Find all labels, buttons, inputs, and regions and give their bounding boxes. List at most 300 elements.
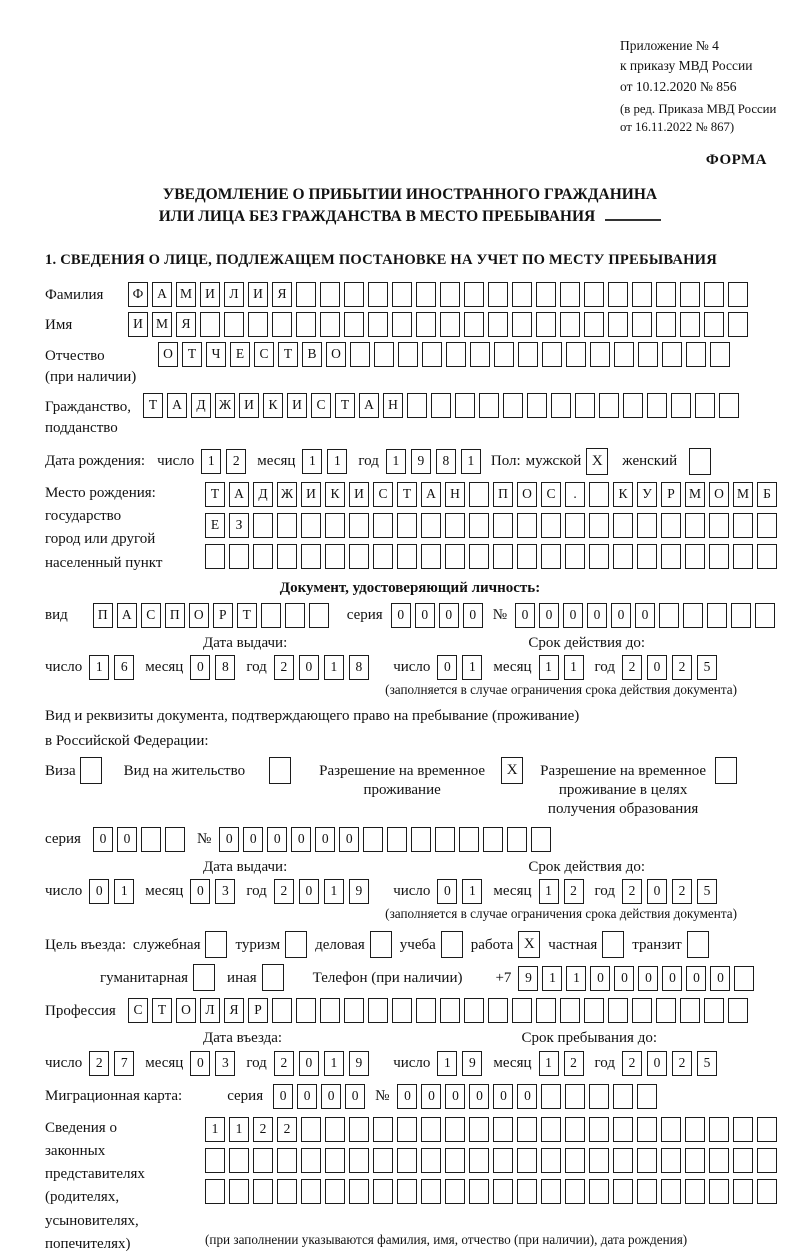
char-cell[interactable]: И xyxy=(239,393,259,418)
month-cell[interactable]: 1 xyxy=(539,879,559,904)
char-cell[interactable] xyxy=(613,1148,633,1173)
month-cell[interactable]: 0 xyxy=(190,879,210,904)
char-cell[interactable] xyxy=(589,1148,609,1173)
char-cell[interactable] xyxy=(421,1179,441,1204)
char-cell[interactable] xyxy=(479,393,499,418)
char-cell[interactable] xyxy=(637,1148,657,1173)
char-cell[interactable]: С xyxy=(311,393,331,418)
purpose-option-checkbox[interactable] xyxy=(262,964,284,991)
char-cell[interactable] xyxy=(397,513,417,538)
char-cell[interactable] xyxy=(488,312,508,337)
char-cell[interactable] xyxy=(656,998,676,1023)
char-cell[interactable] xyxy=(272,312,292,337)
char-cell[interactable] xyxy=(469,482,489,507)
visa-checkbox[interactable] xyxy=(80,757,102,784)
char-cell[interactable]: И xyxy=(128,312,148,337)
year-cell[interactable]: 9 xyxy=(411,449,431,474)
char-cell[interactable]: Т xyxy=(143,393,163,418)
year-cell[interactable]: 9 xyxy=(349,879,369,904)
char-cell[interactable] xyxy=(296,312,316,337)
purpose-option-checkbox[interactable]: X xyxy=(518,931,540,958)
char-cell[interactable]: 0 xyxy=(339,827,359,852)
char-cell[interactable] xyxy=(685,1117,705,1142)
char-cell[interactable] xyxy=(575,393,595,418)
month-cell[interactable]: 3 xyxy=(215,1051,235,1076)
char-cell[interactable] xyxy=(165,827,185,852)
char-cell[interactable] xyxy=(320,282,340,307)
char-cell[interactable]: П xyxy=(493,482,513,507)
char-cell[interactable] xyxy=(277,1179,297,1204)
char-cell[interactable] xyxy=(469,1148,489,1173)
day-cell[interactable]: 1 xyxy=(462,655,482,680)
char-cell[interactable] xyxy=(440,282,460,307)
char-cell[interactable] xyxy=(277,544,297,569)
char-cell[interactable] xyxy=(296,998,316,1023)
day-cell[interactable]: 0 xyxy=(437,879,457,904)
char-cell[interactable]: И xyxy=(248,282,268,307)
char-cell[interactable] xyxy=(661,1117,681,1142)
char-cell[interactable] xyxy=(728,998,748,1023)
char-cell[interactable]: С xyxy=(141,603,161,628)
char-cell[interactable]: А xyxy=(359,393,379,418)
char-cell[interactable] xyxy=(590,342,610,367)
char-cell[interactable] xyxy=(440,312,460,337)
char-cell[interactable] xyxy=(301,1148,321,1173)
char-cell[interactable]: В xyxy=(302,342,322,367)
char-cell[interactable]: З xyxy=(229,513,249,538)
char-cell[interactable] xyxy=(229,1179,249,1204)
year-cell[interactable]: 1 xyxy=(461,449,481,474)
char-cell[interactable]: Р xyxy=(213,603,233,628)
year-cell[interactable]: 0 xyxy=(647,1051,667,1076)
char-cell[interactable]: 0 xyxy=(445,1084,465,1109)
char-cell[interactable]: П xyxy=(165,603,185,628)
char-cell[interactable]: А xyxy=(152,282,172,307)
char-cell[interactable]: А xyxy=(167,393,187,418)
char-cell[interactable] xyxy=(541,513,561,538)
char-cell[interactable]: Т xyxy=(205,482,225,507)
char-cell[interactable] xyxy=(253,1179,273,1204)
char-cell[interactable]: Л xyxy=(200,998,220,1023)
char-cell[interactable] xyxy=(709,1179,729,1204)
char-cell[interactable] xyxy=(374,342,394,367)
char-cell[interactable] xyxy=(704,282,724,307)
char-cell[interactable] xyxy=(541,1179,561,1204)
char-cell[interactable] xyxy=(205,1179,225,1204)
char-cell[interactable]: 0 xyxy=(267,827,287,852)
char-cell[interactable] xyxy=(469,513,489,538)
char-cell[interactable] xyxy=(416,998,436,1023)
char-cell[interactable] xyxy=(608,312,628,337)
year-cell[interactable]: 5 xyxy=(697,1051,717,1076)
char-cell[interactable] xyxy=(503,393,523,418)
char-cell[interactable] xyxy=(536,998,556,1023)
char-cell[interactable]: 0 xyxy=(539,603,559,628)
char-cell[interactable] xyxy=(728,312,748,337)
char-cell[interactable] xyxy=(435,827,455,852)
char-cell[interactable]: Е xyxy=(230,342,250,367)
char-cell[interactable] xyxy=(632,282,652,307)
char-cell[interactable] xyxy=(632,312,652,337)
char-cell[interactable] xyxy=(445,544,465,569)
year-cell[interactable]: 5 xyxy=(697,879,717,904)
char-cell[interactable]: И xyxy=(287,393,307,418)
char-cell[interactable] xyxy=(695,393,715,418)
char-cell[interactable] xyxy=(141,827,161,852)
char-cell[interactable] xyxy=(470,342,490,367)
char-cell[interactable] xyxy=(632,998,652,1023)
char-cell[interactable]: А xyxy=(117,603,137,628)
char-cell[interactable] xyxy=(320,998,340,1023)
year-cell[interactable]: 2 xyxy=(672,879,692,904)
char-cell[interactable]: Ф xyxy=(128,282,148,307)
char-cell[interactable] xyxy=(493,1148,513,1173)
char-cell[interactable] xyxy=(566,342,586,367)
char-cell[interactable] xyxy=(421,544,441,569)
char-cell[interactable] xyxy=(285,603,305,628)
char-cell[interactable] xyxy=(512,998,532,1023)
char-cell[interactable] xyxy=(560,312,580,337)
char-cell[interactable] xyxy=(637,513,657,538)
char-cell[interactable] xyxy=(757,1148,777,1173)
char-cell[interactable] xyxy=(397,544,417,569)
char-cell[interactable]: Ч xyxy=(206,342,226,367)
month-cell[interactable]: 1 xyxy=(539,655,559,680)
char-cell[interactable]: 0 xyxy=(635,603,655,628)
char-cell[interactable]: 0 xyxy=(611,603,631,628)
char-cell[interactable] xyxy=(541,1117,561,1142)
char-cell[interactable] xyxy=(685,513,705,538)
char-cell[interactable] xyxy=(512,282,532,307)
char-cell[interactable]: О xyxy=(326,342,346,367)
char-cell[interactable] xyxy=(709,513,729,538)
char-cell[interactable] xyxy=(464,282,484,307)
char-cell[interactable] xyxy=(229,1148,249,1173)
char-cell[interactable]: Ж xyxy=(277,482,297,507)
year-cell[interactable]: 8 xyxy=(349,655,369,680)
char-cell[interactable] xyxy=(325,513,345,538)
char-cell[interactable]: 0 xyxy=(463,603,483,628)
char-cell[interactable]: Т xyxy=(182,342,202,367)
char-cell[interactable] xyxy=(589,1179,609,1204)
month-cell[interactable]: 8 xyxy=(215,655,235,680)
char-cell[interactable] xyxy=(565,1117,585,1142)
day-cell[interactable]: 2 xyxy=(89,1051,109,1076)
char-cell[interactable] xyxy=(296,282,316,307)
char-cell[interactable]: 0 xyxy=(415,603,435,628)
char-cell[interactable]: У xyxy=(637,482,657,507)
month-cell[interactable]: 2 xyxy=(564,1051,584,1076)
year-cell[interactable]: 0 xyxy=(299,879,319,904)
char-cell[interactable] xyxy=(397,1117,417,1142)
year-cell[interactable]: 0 xyxy=(299,655,319,680)
purpose-option-checkbox[interactable] xyxy=(441,931,463,958)
char-cell[interactable] xyxy=(368,282,388,307)
char-cell[interactable]: Е xyxy=(205,513,225,538)
char-cell[interactable] xyxy=(589,1084,609,1109)
char-cell[interactable]: 0 xyxy=(710,966,730,991)
char-cell[interactable] xyxy=(445,1148,465,1173)
char-cell[interactable]: М xyxy=(176,282,196,307)
char-cell[interactable] xyxy=(560,998,580,1023)
purpose-option-checkbox[interactable] xyxy=(370,931,392,958)
char-cell[interactable]: О xyxy=(158,342,178,367)
char-cell[interactable] xyxy=(680,312,700,337)
day-cell[interactable]: 1 xyxy=(114,879,134,904)
day-cell[interactable]: 7 xyxy=(114,1051,134,1076)
char-cell[interactable] xyxy=(397,1179,417,1204)
char-cell[interactable] xyxy=(309,603,329,628)
char-cell[interactable] xyxy=(344,282,364,307)
char-cell[interactable] xyxy=(623,393,643,418)
char-cell[interactable] xyxy=(709,1117,729,1142)
char-cell[interactable]: 0 xyxy=(291,827,311,852)
char-cell[interactable]: М xyxy=(152,312,172,337)
month-cell[interactable]: 2 xyxy=(564,879,584,904)
char-cell[interactable] xyxy=(637,1117,657,1142)
char-cell[interactable] xyxy=(707,603,727,628)
char-cell[interactable] xyxy=(325,1179,345,1204)
char-cell[interactable] xyxy=(661,544,681,569)
char-cell[interactable] xyxy=(387,827,407,852)
char-cell[interactable]: Т xyxy=(237,603,257,628)
char-cell[interactable] xyxy=(277,1148,297,1173)
char-cell[interactable] xyxy=(685,1148,705,1173)
char-cell[interactable] xyxy=(205,544,225,569)
purpose-option-checkbox[interactable] xyxy=(285,931,307,958)
char-cell[interactable] xyxy=(613,1117,633,1142)
month-cell[interactable]: 0 xyxy=(190,655,210,680)
char-cell[interactable]: 0 xyxy=(297,1084,317,1109)
char-cell[interactable] xyxy=(757,1179,777,1204)
char-cell[interactable]: К xyxy=(613,482,633,507)
char-cell[interactable] xyxy=(637,1179,657,1204)
char-cell[interactable] xyxy=(445,1179,465,1204)
char-cell[interactable]: И xyxy=(349,482,369,507)
char-cell[interactable] xyxy=(397,1148,417,1173)
char-cell[interactable] xyxy=(704,998,724,1023)
char-cell[interactable] xyxy=(416,312,436,337)
year-cell[interactable]: 2 xyxy=(622,879,642,904)
char-cell[interactable]: К xyxy=(325,482,345,507)
char-cell[interactable] xyxy=(719,393,739,418)
char-cell[interactable]: Б xyxy=(757,482,777,507)
year-cell[interactable]: 1 xyxy=(386,449,406,474)
char-cell[interactable]: 0 xyxy=(638,966,658,991)
char-cell[interactable] xyxy=(507,827,527,852)
char-cell[interactable]: Я xyxy=(176,312,196,337)
char-cell[interactable]: 2 xyxy=(253,1117,273,1142)
char-cell[interactable] xyxy=(647,393,667,418)
char-cell[interactable]: 1 xyxy=(229,1117,249,1142)
char-cell[interactable] xyxy=(709,544,729,569)
month-cell[interactable]: 1 xyxy=(564,655,584,680)
char-cell[interactable]: 0 xyxy=(421,1084,441,1109)
char-cell[interactable] xyxy=(662,342,682,367)
char-cell[interactable] xyxy=(710,342,730,367)
char-cell[interactable] xyxy=(731,603,751,628)
char-cell[interactable]: . xyxy=(565,482,585,507)
char-cell[interactable] xyxy=(659,603,679,628)
year-cell[interactable]: 8 xyxy=(436,449,456,474)
char-cell[interactable] xyxy=(455,393,475,418)
char-cell[interactable] xyxy=(373,1148,393,1173)
char-cell[interactable] xyxy=(683,603,703,628)
month-cell[interactable]: 3 xyxy=(215,879,235,904)
year-cell[interactable]: 1 xyxy=(324,879,344,904)
char-cell[interactable] xyxy=(638,342,658,367)
char-cell[interactable] xyxy=(613,513,633,538)
char-cell[interactable] xyxy=(392,282,412,307)
char-cell[interactable] xyxy=(301,544,321,569)
char-cell[interactable] xyxy=(541,1148,561,1173)
day-cell[interactable]: 0 xyxy=(437,655,457,680)
char-cell[interactable] xyxy=(517,1148,537,1173)
year-cell[interactable]: 9 xyxy=(349,1051,369,1076)
char-cell[interactable] xyxy=(398,342,418,367)
char-cell[interactable] xyxy=(349,1179,369,1204)
char-cell[interactable] xyxy=(411,827,431,852)
char-cell[interactable] xyxy=(709,1148,729,1173)
char-cell[interactable] xyxy=(325,1117,345,1142)
char-cell[interactable] xyxy=(517,513,537,538)
char-cell[interactable] xyxy=(608,998,628,1023)
year-cell[interactable]: 2 xyxy=(274,655,294,680)
char-cell[interactable]: О xyxy=(189,603,209,628)
char-cell[interactable]: Д xyxy=(253,482,273,507)
char-cell[interactable] xyxy=(488,998,508,1023)
char-cell[interactable] xyxy=(565,1148,585,1173)
year-cell[interactable]: 2 xyxy=(672,655,692,680)
char-cell[interactable] xyxy=(757,513,777,538)
char-cell[interactable]: 0 xyxy=(345,1084,365,1109)
month-cell[interactable]: 1 xyxy=(327,449,347,474)
char-cell[interactable] xyxy=(551,393,571,418)
char-cell[interactable] xyxy=(373,1117,393,1142)
char-cell[interactable] xyxy=(589,482,609,507)
purpose-option-checkbox[interactable] xyxy=(602,931,624,958)
char-cell[interactable] xyxy=(733,1117,753,1142)
char-cell[interactable] xyxy=(584,312,604,337)
char-cell[interactable] xyxy=(469,1179,489,1204)
char-cell[interactable] xyxy=(253,544,273,569)
char-cell[interactable] xyxy=(680,282,700,307)
char-cell[interactable] xyxy=(493,544,513,569)
char-cell[interactable] xyxy=(733,1179,753,1204)
char-cell[interactable]: Т xyxy=(278,342,298,367)
char-cell[interactable] xyxy=(531,827,551,852)
char-cell[interactable] xyxy=(272,998,292,1023)
char-cell[interactable] xyxy=(373,544,393,569)
year-cell[interactable]: 2 xyxy=(274,1051,294,1076)
char-cell[interactable]: Н xyxy=(445,482,465,507)
char-cell[interactable] xyxy=(613,544,633,569)
purpose-option-checkbox[interactable] xyxy=(687,931,709,958)
year-cell[interactable]: 0 xyxy=(647,655,667,680)
char-cell[interactable] xyxy=(757,1117,777,1142)
char-cell[interactable] xyxy=(248,312,268,337)
char-cell[interactable] xyxy=(421,513,441,538)
char-cell[interactable]: С xyxy=(373,482,393,507)
char-cell[interactable]: И xyxy=(301,482,321,507)
month-cell[interactable]: 0 xyxy=(190,1051,210,1076)
char-cell[interactable]: М xyxy=(685,482,705,507)
char-cell[interactable]: Р xyxy=(661,482,681,507)
char-cell[interactable] xyxy=(656,312,676,337)
char-cell[interactable] xyxy=(392,312,412,337)
char-cell[interactable] xyxy=(392,998,412,1023)
year-cell[interactable]: 2 xyxy=(622,655,642,680)
char-cell[interactable] xyxy=(224,312,244,337)
char-cell[interactable]: 9 xyxy=(518,966,538,991)
month-cell[interactable]: 1 xyxy=(539,1051,559,1076)
char-cell[interactable] xyxy=(733,1148,753,1173)
char-cell[interactable]: 0 xyxy=(515,603,535,628)
char-cell[interactable]: Т xyxy=(152,998,172,1023)
char-cell[interactable] xyxy=(320,312,340,337)
char-cell[interactable] xyxy=(728,282,748,307)
char-cell[interactable] xyxy=(349,544,369,569)
char-cell[interactable]: О xyxy=(709,482,729,507)
char-cell[interactable] xyxy=(373,513,393,538)
day-cell[interactable]: 2 xyxy=(226,449,246,474)
day-cell[interactable]: 9 xyxy=(462,1051,482,1076)
char-cell[interactable] xyxy=(416,282,436,307)
char-cell[interactable] xyxy=(301,1179,321,1204)
char-cell[interactable]: О xyxy=(517,482,537,507)
char-cell[interactable]: 1 xyxy=(566,966,586,991)
char-cell[interactable]: Л xyxy=(224,282,244,307)
char-cell[interactable]: 0 xyxy=(662,966,682,991)
char-cell[interactable] xyxy=(494,342,514,367)
char-cell[interactable] xyxy=(349,1117,369,1142)
char-cell[interactable] xyxy=(661,1179,681,1204)
char-cell[interactable] xyxy=(613,1084,633,1109)
char-cell[interactable] xyxy=(541,1084,561,1109)
char-cell[interactable]: Д xyxy=(191,393,211,418)
year-cell[interactable]: 0 xyxy=(647,879,667,904)
day-cell[interactable]: 1 xyxy=(201,449,221,474)
char-cell[interactable] xyxy=(493,513,513,538)
char-cell[interactable]: С xyxy=(128,998,148,1023)
char-cell[interactable]: 0 xyxy=(469,1084,489,1109)
char-cell[interactable] xyxy=(704,312,724,337)
year-cell[interactable]: 0 xyxy=(299,1051,319,1076)
char-cell[interactable] xyxy=(350,342,370,367)
char-cell[interactable] xyxy=(253,1148,273,1173)
char-cell[interactable] xyxy=(407,393,427,418)
char-cell[interactable]: 0 xyxy=(219,827,239,852)
residence-permit-checkbox[interactable] xyxy=(269,757,291,784)
char-cell[interactable]: 1 xyxy=(205,1117,225,1142)
char-cell[interactable] xyxy=(685,544,705,569)
char-cell[interactable]: 0 xyxy=(590,966,610,991)
char-cell[interactable] xyxy=(301,1117,321,1142)
char-cell[interactable]: 0 xyxy=(493,1084,513,1109)
char-cell[interactable] xyxy=(527,393,547,418)
char-cell[interactable] xyxy=(536,282,556,307)
char-cell[interactable]: 0 xyxy=(93,827,113,852)
char-cell[interactable] xyxy=(446,342,466,367)
month-cell[interactable]: 1 xyxy=(302,449,322,474)
char-cell[interactable]: 2 xyxy=(277,1117,297,1142)
char-cell[interactable]: 0 xyxy=(686,966,706,991)
char-cell[interactable] xyxy=(614,342,634,367)
char-cell[interactable] xyxy=(584,282,604,307)
char-cell[interactable]: 0 xyxy=(321,1084,341,1109)
char-cell[interactable]: 0 xyxy=(439,603,459,628)
char-cell[interactable] xyxy=(589,544,609,569)
